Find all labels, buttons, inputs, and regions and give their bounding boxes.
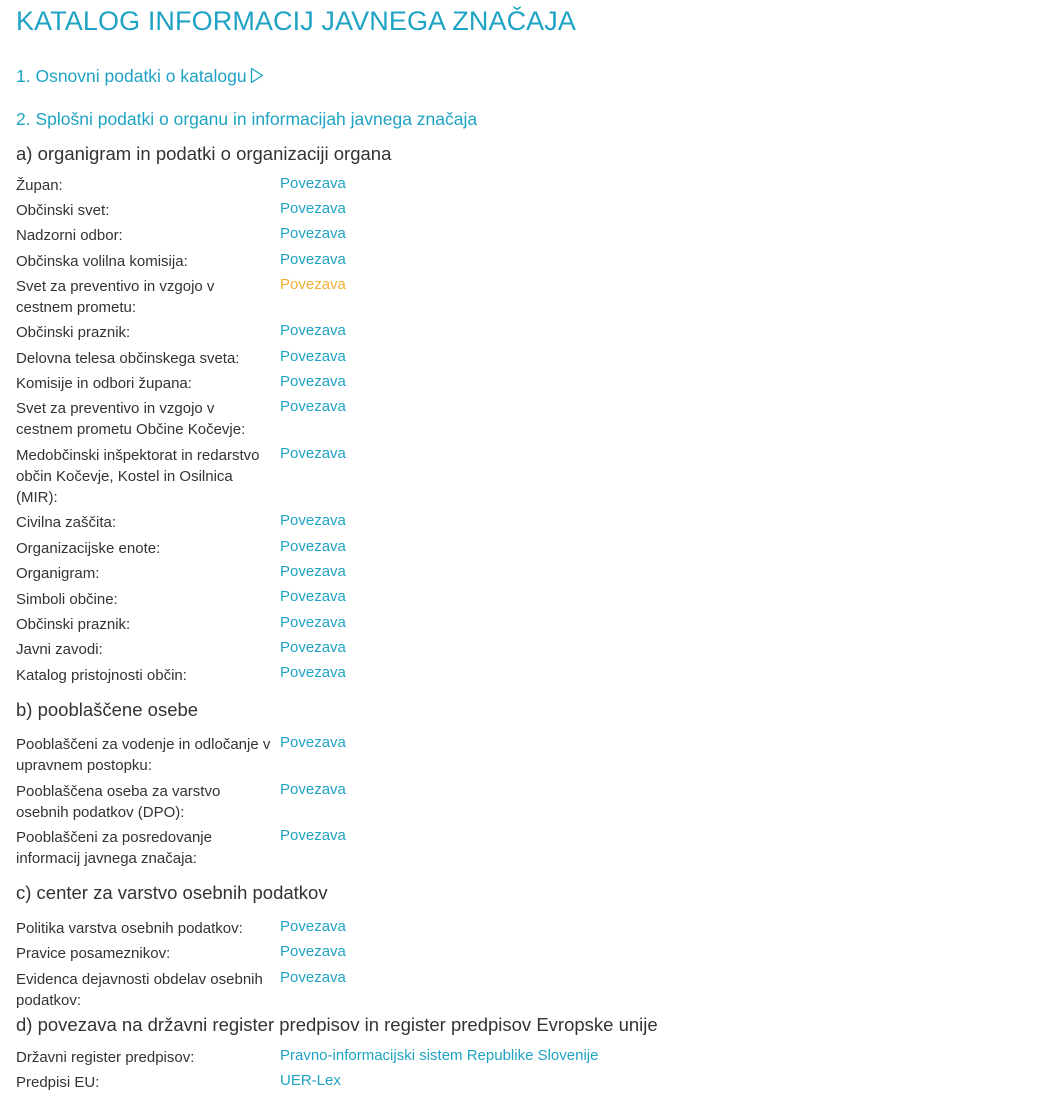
link-informacije-javnega-znacaja[interactable]: Povezava xyxy=(280,827,346,844)
row-label: Delovna telesa občinskega sveta: xyxy=(16,350,240,367)
link-uer-lex[interactable]: UER-Lex xyxy=(280,1072,341,1089)
subsection-a-heading: a) organigram in podatki o organizaciji organa xyxy=(16,143,392,164)
link-obcinski-praznik-2[interactable]: Povezava xyxy=(280,614,346,631)
link-politika-varstva[interactable]: Povezava xyxy=(280,918,346,935)
row-label: Občinski praznik: xyxy=(16,324,131,341)
link-simboli-obcine[interactable]: Povezava xyxy=(280,588,346,605)
link-evidenca-obdelav[interactable]: Povezava xyxy=(280,969,346,986)
link-javni-zavodi[interactable]: Povezava xyxy=(280,639,346,656)
link-svet-preventiva-kocevje[interactable]: Povezava xyxy=(280,398,346,415)
subsection-c-heading: c) center za varstvo osebnih podatkov xyxy=(16,882,328,903)
row-label: Svet za preventivo in vzgojo v cestnem prometu Občine Kočevje: xyxy=(16,400,246,438)
link-zupan[interactable]: Povezava xyxy=(280,175,346,192)
play-outline-icon[interactable] xyxy=(250,67,264,89)
row-label: Pooblaščeni za posredovanje informacij javnega značaja: xyxy=(16,829,212,867)
page-title: KATALOG INFORMACIJ JAVNEGA ZNAČAJA xyxy=(16,6,576,36)
row-label: Občinski svet: xyxy=(16,202,110,219)
link-organizacijske-enote[interactable]: Povezava xyxy=(280,538,346,555)
link-medobcinski-inspektorat[interactable]: Povezava xyxy=(280,445,346,462)
row-label: Politika varstva osebnih podatkov: xyxy=(16,920,243,937)
section-1-title[interactable]: 1. Osnovni podatki o katalogu xyxy=(16,66,247,86)
subsection-b-heading: b) pooblaščene osebe xyxy=(16,699,199,720)
section-1-heading[interactable] xyxy=(16,66,264,89)
section-2-heading: 2. Splošni podatki o organu in informacijah javnega značaja xyxy=(16,109,478,129)
link-nadzorni-odbor[interactable]: Povezava xyxy=(280,225,346,242)
link-volilna-komisija[interactable]: Povezava xyxy=(280,251,346,268)
row-label: Organigram: xyxy=(16,565,100,582)
row-label: Simboli občine: xyxy=(16,591,118,608)
link-civilna-zascita[interactable]: Povezava xyxy=(280,512,346,529)
link-upravni-postopek[interactable]: Povezava xyxy=(280,734,346,751)
row-label: Predpisi EU: xyxy=(16,1074,100,1091)
row-label: Pooblaščena oseba za varstvo osebnih podatkov (DPO): xyxy=(16,783,221,821)
link-komisije-zupana[interactable]: Povezava xyxy=(280,373,346,390)
link-katalog-pristojnosti[interactable]: Povezava xyxy=(280,664,346,681)
link-svet-preventiva[interactable]: Povezava xyxy=(280,276,346,293)
row-label: Evidenca dejavnosti obdelav osebnih podatkov: xyxy=(16,971,263,1009)
row-label: Svet za preventivo in vzgojo v cestnem prometu: xyxy=(16,278,215,316)
link-pravno-informacijski-sistem[interactable]: Pravno-informacijski sistem Republike Slovenije xyxy=(280,1047,599,1064)
link-organigram[interactable]: Povezava xyxy=(280,563,346,580)
link-obcinski-svet[interactable]: Povezava xyxy=(280,200,346,217)
link-dpo[interactable]: Povezava xyxy=(280,781,346,798)
row-label: Organizacijske enote: xyxy=(16,540,161,557)
row-label: Državni register predpisov: xyxy=(16,1049,195,1066)
row-label: Pooblaščeni za vodenje in odločanje v upravnem postopku: xyxy=(16,736,271,774)
row-label: Župan: xyxy=(16,177,63,194)
row-label: Javni zavodi: xyxy=(16,641,103,658)
row-label: Katalog pristojnosti občin: xyxy=(16,667,187,684)
link-obcinski-praznik[interactable]: Povezava xyxy=(280,322,346,339)
link-delovna-telesa[interactable]: Povezava xyxy=(280,348,346,365)
row-label: Občinski praznik: xyxy=(16,616,131,633)
row-label: Nadzorni odbor: xyxy=(16,227,123,244)
row-label: Civilna zaščita: xyxy=(16,514,117,531)
row-label: Občinska volilna komisija: xyxy=(16,253,188,270)
link-pravice-posameznikov[interactable]: Povezava xyxy=(280,943,346,960)
row-label: Medobčinski inšpektorat in redarstvo občin Kočevje, Kostel in Osilnica (MIR): xyxy=(16,447,260,506)
subsection-d-heading: d) povezava na državni register predpisov in register predpisov Evropske unije xyxy=(16,1014,658,1035)
row-label: Pravice posameznikov: xyxy=(16,945,171,962)
row-label: Komisije in odbori župana: xyxy=(16,375,192,392)
